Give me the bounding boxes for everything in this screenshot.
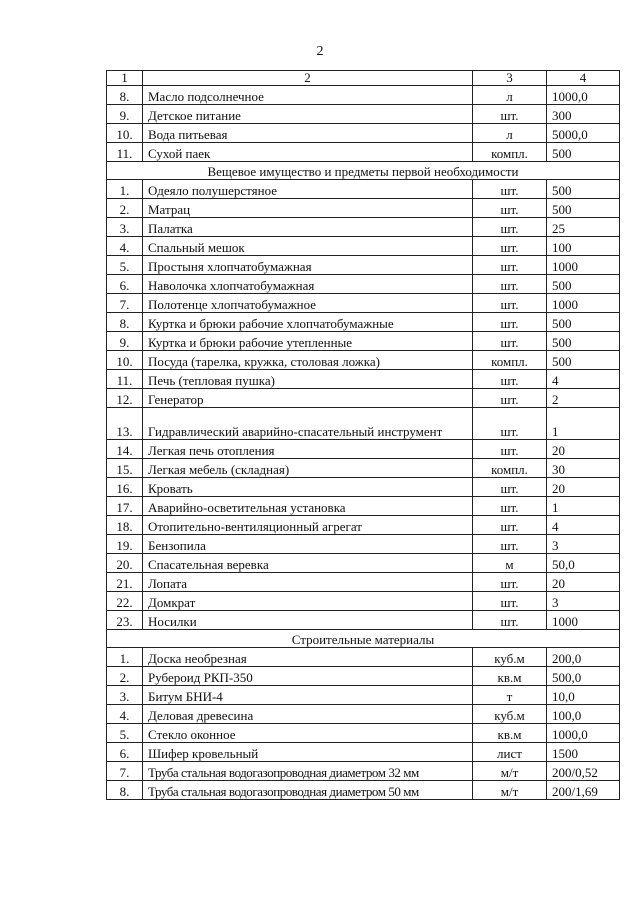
row-number: 15. (107, 459, 143, 478)
table-row (107, 667, 620, 686)
item-name: Стекло оконное (143, 724, 473, 743)
item-quantity: 500 (547, 143, 620, 162)
table-row (107, 478, 620, 497)
item-unit: компл. (473, 459, 547, 478)
row-number: 20. (107, 554, 143, 573)
section-row (107, 162, 620, 180)
column-number-4: 4 (547, 71, 620, 86)
item-unit: шт. (473, 105, 547, 124)
item-name: Рубероид РКП-350 (143, 667, 473, 686)
item-unit: лист (473, 743, 547, 762)
item-quantity: 4 (547, 516, 620, 535)
item-unit: шт. (473, 313, 547, 332)
item-name: Шифер кровельный (143, 743, 473, 762)
item-quantity: 4 (547, 370, 620, 389)
row-number: 14. (107, 440, 143, 459)
row-number: 4. (107, 705, 143, 724)
item-unit: шт. (473, 408, 547, 440)
items-table-body (107, 71, 620, 800)
item-name: Вода питьевая (143, 124, 473, 143)
row-number: 10. (107, 351, 143, 370)
item-quantity: 500 (547, 199, 620, 218)
item-unit: шт. (473, 180, 547, 199)
row-number: 3. (107, 218, 143, 237)
row-number: 1. (107, 180, 143, 199)
item-quantity: 200/0,52 (547, 762, 620, 781)
item-name: Труба стальная водогазопроводная диаметром 32 мм (143, 762, 473, 781)
table-row (107, 408, 620, 440)
item-name: Детское питание (143, 105, 473, 124)
item-unit: м (473, 554, 547, 573)
item-name: Легкая печь отопления (143, 440, 473, 459)
table-row (107, 648, 620, 667)
column-number-3: 3 (473, 71, 547, 86)
table-row (107, 535, 620, 554)
item-unit: шт. (473, 497, 547, 516)
item-name: Масло подсолнечное (143, 86, 473, 105)
item-quantity: 3 (547, 592, 620, 611)
item-name: Куртка и брюки рабочие утепленные (143, 332, 473, 351)
item-quantity: 1 (547, 497, 620, 516)
item-quantity: 500 (547, 180, 620, 199)
row-number: 17. (107, 497, 143, 516)
table-row (107, 199, 620, 218)
table-row (107, 370, 620, 389)
table-row (107, 516, 620, 535)
item-name: Палатка (143, 218, 473, 237)
item-quantity: 1000,0 (547, 724, 620, 743)
item-quantity: 1000,0 (547, 86, 620, 105)
row-number: 6. (107, 743, 143, 762)
table-row (107, 686, 620, 705)
item-unit: шт. (473, 332, 547, 351)
item-unit: шт. (473, 516, 547, 535)
page-number: 2 (316, 44, 324, 59)
row-number: 11. (107, 143, 143, 162)
table-row (107, 440, 620, 459)
section-title: Строительные материалы (107, 630, 620, 648)
item-name: Легкая мебель (складная) (143, 459, 473, 478)
item-unit: шт. (473, 370, 547, 389)
row-number: 13. (107, 408, 143, 440)
row-number: 5. (107, 724, 143, 743)
item-name: Полотенце хлопчатобумажное (143, 294, 473, 313)
row-number: 8. (107, 313, 143, 332)
item-unit: м/т (473, 781, 547, 800)
item-name: Спальный мешок (143, 237, 473, 256)
item-quantity: 500 (547, 351, 620, 370)
table-row (107, 105, 620, 124)
item-name: Печь (тепловая пушка) (143, 370, 473, 389)
item-unit: куб.м (473, 648, 547, 667)
item-quantity: 2 (547, 389, 620, 408)
table-row (107, 592, 620, 611)
item-quantity: 1000 (547, 611, 620, 630)
table-row (107, 124, 620, 143)
table-row (107, 389, 620, 408)
table-row (107, 743, 620, 762)
item-unit: шт. (473, 611, 547, 630)
table-row (107, 180, 620, 199)
row-number: 22. (107, 592, 143, 611)
item-name: Простыня хлопчатобумажная (143, 256, 473, 275)
table-row (107, 218, 620, 237)
item-quantity: 20 (547, 573, 620, 592)
table-row (107, 497, 620, 516)
item-quantity: 1000 (547, 294, 620, 313)
items-table (106, 70, 620, 800)
row-number: 5. (107, 256, 143, 275)
table-row (107, 554, 620, 573)
item-unit: л (473, 86, 547, 105)
item-name: Отопительно-вентиляционный агрегат (143, 516, 473, 535)
item-name: Аварийно-осветительная установка (143, 497, 473, 516)
table-row (107, 86, 620, 105)
row-number: 21. (107, 573, 143, 592)
row-number: 6. (107, 275, 143, 294)
item-unit: шт. (473, 237, 547, 256)
item-name: Генератор (143, 389, 473, 408)
row-number: 2. (107, 667, 143, 686)
item-unit: шт. (473, 478, 547, 497)
row-number: 8. (107, 86, 143, 105)
item-quantity: 50,0 (547, 554, 620, 573)
item-unit: кв.м (473, 724, 547, 743)
item-quantity: 200,0 (547, 648, 620, 667)
item-quantity: 200/1,69 (547, 781, 620, 800)
item-unit: м/т (473, 762, 547, 781)
item-quantity: 500,0 (547, 667, 620, 686)
item-unit: куб.м (473, 705, 547, 724)
table-row (107, 275, 620, 294)
row-number: 12. (107, 389, 143, 408)
item-unit: шт. (473, 592, 547, 611)
item-unit: шт. (473, 275, 547, 294)
item-name: Доска необрезная (143, 648, 473, 667)
item-unit: шт. (473, 256, 547, 275)
table-row (107, 332, 620, 351)
table-row (107, 313, 620, 332)
item-quantity: 100,0 (547, 705, 620, 724)
row-number: 2. (107, 199, 143, 218)
row-number: 1. (107, 648, 143, 667)
item-unit: шт. (473, 440, 547, 459)
item-name: Посуда (тарелка, кружка, столовая ложка) (143, 351, 473, 370)
row-number: 10. (107, 124, 143, 143)
row-number: 4. (107, 237, 143, 256)
item-quantity: 100 (547, 237, 620, 256)
table-row (107, 724, 620, 743)
row-number: 16. (107, 478, 143, 497)
row-number: 18. (107, 516, 143, 535)
item-unit: шт. (473, 218, 547, 237)
item-unit: шт. (473, 389, 547, 408)
item-unit: шт. (473, 199, 547, 218)
table-row (107, 294, 620, 313)
item-name: Матрац (143, 199, 473, 218)
item-quantity: 500 (547, 313, 620, 332)
item-name: Домкрат (143, 592, 473, 611)
table-row (107, 573, 620, 592)
item-unit: л (473, 124, 547, 143)
item-name: Одеяло полушерстяное (143, 180, 473, 199)
table-row (107, 459, 620, 478)
table-row (107, 781, 620, 800)
row-number: 7. (107, 294, 143, 313)
row-number: 19. (107, 535, 143, 554)
item-unit: шт. (473, 573, 547, 592)
row-number: 3. (107, 686, 143, 705)
item-name: Куртка и брюки рабочие хлопчатобумажные (143, 313, 473, 332)
row-number: 23. (107, 611, 143, 630)
item-quantity: 300 (547, 105, 620, 124)
table-row (107, 351, 620, 370)
item-unit: шт. (473, 535, 547, 554)
item-quantity: 1500 (547, 743, 620, 762)
table-row (107, 611, 620, 630)
item-name: Гидравлический аварийно-спасательный инструмент (143, 408, 473, 440)
item-unit: кв.м (473, 667, 547, 686)
item-name: Бензопила (143, 535, 473, 554)
item-quantity: 10,0 (547, 686, 620, 705)
item-quantity: 20 (547, 440, 620, 459)
table-row (107, 705, 620, 724)
section-title: Вещевое имущество и предметы первой необходимости (107, 162, 620, 180)
item-quantity: 30 (547, 459, 620, 478)
table-row (107, 143, 620, 162)
row-number: 9. (107, 105, 143, 124)
row-number: 11. (107, 370, 143, 389)
item-quantity: 25 (547, 218, 620, 237)
item-name: Лопата (143, 573, 473, 592)
column-number-1: 1 (107, 71, 143, 86)
row-number: 7. (107, 762, 143, 781)
item-name: Деловая древесина (143, 705, 473, 724)
item-quantity: 3 (547, 535, 620, 554)
item-name: Битум БНИ-4 (143, 686, 473, 705)
item-name: Спасательная веревка (143, 554, 473, 573)
item-name: Носилки (143, 611, 473, 630)
item-unit: компл. (473, 351, 547, 370)
table-row (107, 762, 620, 781)
item-name: Труба стальная водогазопроводная диаметром 50 мм (143, 781, 473, 800)
item-quantity: 1000 (547, 256, 620, 275)
column-number-2: 2 (143, 71, 473, 86)
item-name: Кровать (143, 478, 473, 497)
table-row (107, 256, 620, 275)
item-quantity: 5000,0 (547, 124, 620, 143)
item-quantity: 20 (547, 478, 620, 497)
item-name: Сухой паек (143, 143, 473, 162)
column-number-row (107, 71, 620, 86)
item-name: Наволочка хлопчатобумажная (143, 275, 473, 294)
row-number: 9. (107, 332, 143, 351)
row-number: 8. (107, 781, 143, 800)
item-quantity: 500 (547, 332, 620, 351)
item-unit: компл. (473, 143, 547, 162)
table-row (107, 237, 620, 256)
item-unit: шт. (473, 294, 547, 313)
item-unit: т (473, 686, 547, 705)
item-quantity: 500 (547, 275, 620, 294)
section-row (107, 630, 620, 648)
item-quantity: 1 (547, 408, 620, 440)
